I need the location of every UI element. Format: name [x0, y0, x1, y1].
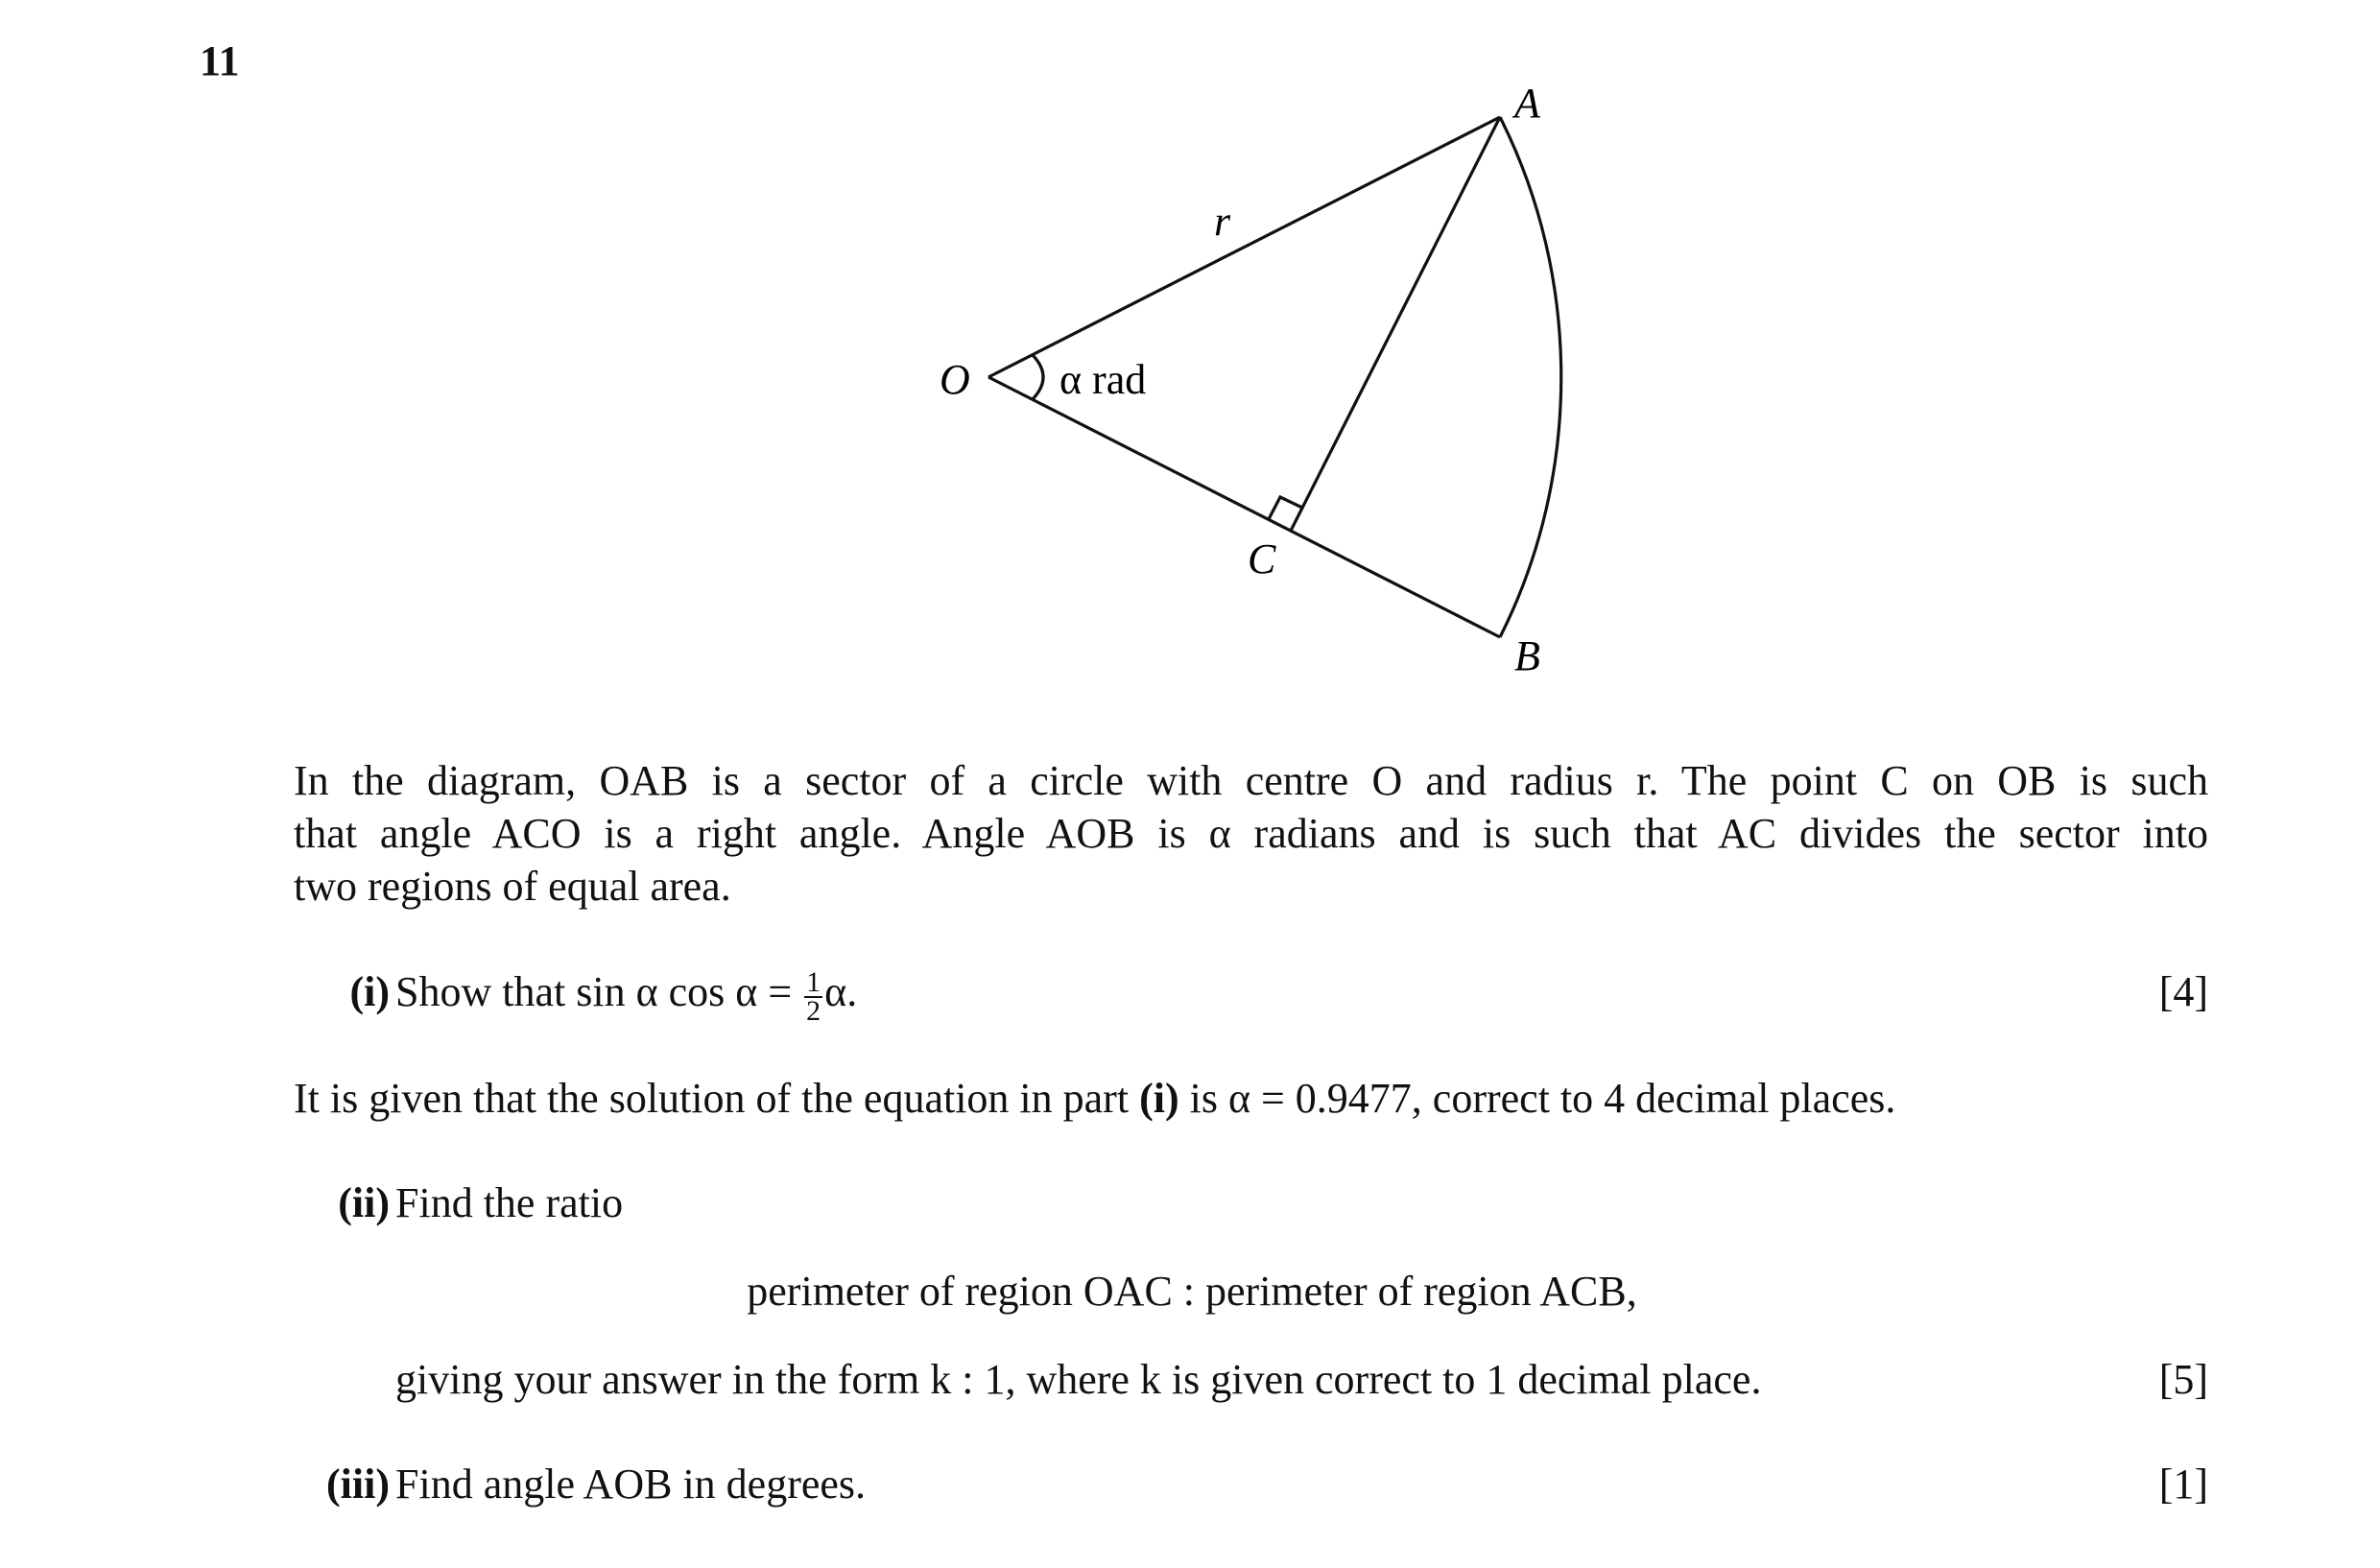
- part-ii-marks: [5]: [2158, 1356, 2208, 1403]
- intro-line-1: In the diagram, OAB is a sector of a circle with centre O and radius r. The point C on OB is such: [294, 757, 2208, 804]
- ratio-expression-row: [0, 1265, 2380, 1318]
- label-A: A: [1514, 80, 1540, 127]
- fraction-one-half: [804, 966, 822, 1027]
- ratio-expression: perimeter of region OAC : perimeter of region ACB,: [747, 1268, 1637, 1315]
- fraction-denominator: 2: [806, 995, 821, 1027]
- part-i: [294, 965, 2208, 1025]
- label-O: O: [940, 356, 970, 403]
- angle-arc-alpha: [1033, 355, 1043, 399]
- label-B: B: [1514, 632, 1540, 679]
- line-OB: [988, 377, 1500, 637]
- part-i-text: Show that sin α cos α =: [395, 968, 803, 1015]
- part-ii-label: (ii): [338, 1179, 390, 1226]
- line-AC: [1291, 117, 1500, 531]
- part-iii-marks: [1]: [2158, 1461, 2208, 1508]
- label-C: C: [1248, 535, 1276, 582]
- part-i-after: α.: [824, 968, 858, 1015]
- part-iii-text: Find angle AOB in degrees.: [395, 1461, 867, 1508]
- part-i-marks: [4]: [2158, 968, 2208, 1015]
- given-after: is α = 0.9477, correct to 4 decimal places.: [1178, 1075, 1896, 1122]
- label-angle-alpha: α rad: [1059, 356, 1147, 403]
- given-before: It is given that the solution of the equation in part: [294, 1075, 1140, 1122]
- part-ii-instruction-row: [294, 1353, 2208, 1406]
- part-ii-instruction: giving your answer in the form k : 1, where k is given correct to 1 decimal place.: [395, 1356, 1762, 1403]
- intro-line-3: two regions of equal area.: [294, 863, 731, 910]
- label-r: r: [1214, 198, 1231, 245]
- fraction-numerator: 1: [806, 966, 821, 998]
- radius-OA: [988, 117, 1500, 377]
- given-statement: [294, 1072, 2208, 1125]
- sector-diagram: [0, 0, 2380, 729]
- part-i-label: (i): [349, 968, 390, 1015]
- given-ref: (i): [1139, 1075, 1179, 1122]
- intro-line-2: that angle ACO is a right angle. Angle AOB is α radians and is such that AC divides the sector into: [294, 810, 2208, 857]
- part-iii: [294, 1458, 2208, 1510]
- part-ii-text: Find the ratio: [395, 1179, 624, 1226]
- part-iii-label: (iii): [326, 1461, 390, 1508]
- part-ii: [294, 1176, 2208, 1229]
- question-number: 11: [200, 37, 240, 84]
- intro-paragraph: [294, 754, 2208, 913]
- arc-AB: [1500, 117, 1561, 637]
